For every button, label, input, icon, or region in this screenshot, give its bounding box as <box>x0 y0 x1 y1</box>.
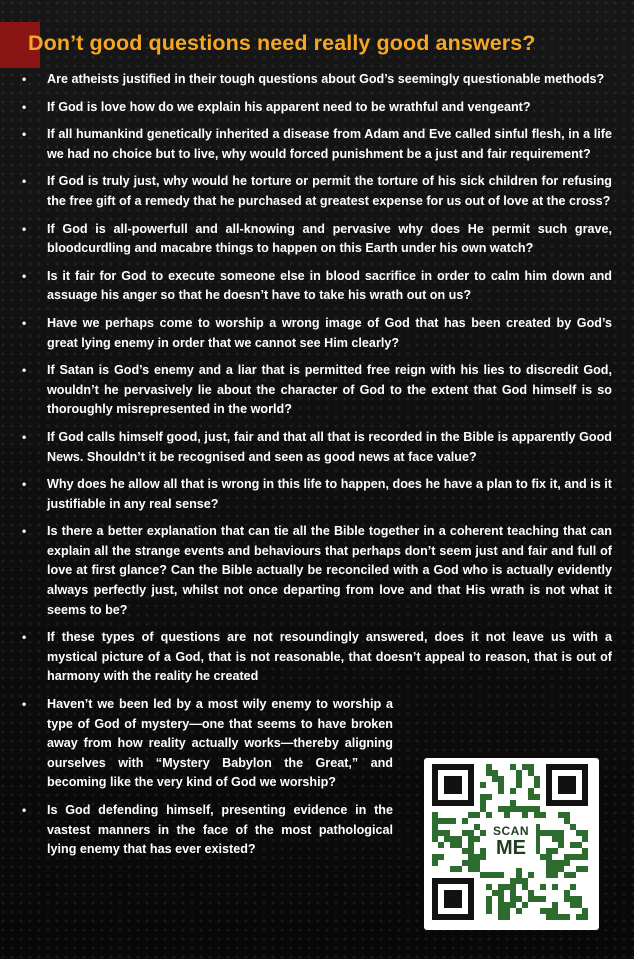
qr-module <box>516 776 522 782</box>
qr-module <box>498 902 504 908</box>
question-list <box>0 70 634 868</box>
qr-module <box>522 878 528 884</box>
qr-module <box>510 902 516 908</box>
qr-module <box>480 800 486 806</box>
qr-module <box>552 884 558 890</box>
question-text: If God is love how do we explain his apparent need to be wrathful and vengeant? <box>47 99 531 114</box>
question-text: If God is all-powerfull and all-knowing and pervasive why does He permit such grave, bloodcurdling and macabre things to happen on this Earth under his own watch? <box>47 221 612 256</box>
qr-module <box>474 812 480 818</box>
qr-module <box>540 896 546 902</box>
qr-module <box>432 854 438 860</box>
qr-module <box>504 914 510 920</box>
qr-module <box>474 866 480 872</box>
qr-module <box>570 896 576 902</box>
qr-module <box>546 854 552 860</box>
qr-module <box>432 824 438 830</box>
bullet-icon: • <box>22 524 27 539</box>
qr-module <box>540 884 546 890</box>
qr-module <box>468 848 474 854</box>
list-item <box>0 172 634 211</box>
qr-module <box>570 824 576 830</box>
qr-module <box>552 908 558 914</box>
qr-module <box>444 830 450 836</box>
qr-module <box>528 770 534 776</box>
qr-module <box>468 830 474 836</box>
qr-module <box>510 788 516 794</box>
qr-module <box>486 884 492 890</box>
qr-module <box>576 830 582 836</box>
qr-module <box>552 860 558 866</box>
question-text: If these types of questions are not resoundingly answered, does it not leave us with a mystical picture of a God, that is not reasonable, that doesn’t appeal to reason, that is out of harmony with the reality he created <box>47 630 612 684</box>
qr-module <box>546 848 552 854</box>
qr-module <box>498 782 504 788</box>
qr-module <box>510 800 516 806</box>
qr-module <box>498 776 504 782</box>
qr-module <box>450 836 456 842</box>
qr-module <box>564 818 570 824</box>
bullet-icon: • <box>22 477 27 492</box>
qr-module <box>516 770 522 776</box>
qr-module <box>504 806 510 812</box>
question-text: Why does he allow all that is wrong in this life to happen, does he have a plan to fix it, and is it justifiable in any real sense? <box>47 477 612 511</box>
bullet-icon: • <box>22 72 27 86</box>
bullet-icon: • <box>22 127 27 142</box>
bullet-icon: • <box>22 697 27 712</box>
qr-module <box>552 872 558 878</box>
qr-module <box>558 812 564 818</box>
qr-module <box>546 914 552 920</box>
qr-module <box>552 836 558 842</box>
qr-module <box>528 890 534 896</box>
qr-module <box>486 764 492 770</box>
qr-module <box>498 896 504 902</box>
qr-module <box>582 830 588 836</box>
qr-module <box>582 854 588 860</box>
qr-module <box>510 890 516 896</box>
qr-module <box>582 866 588 872</box>
me-text: ME <box>496 837 526 859</box>
list-item <box>0 220 634 259</box>
qr-module <box>558 866 564 872</box>
question-text: Is God defending himself, presenting evidence in the vastest manners in the face of the most pathological lying enemy that has ever existed? <box>47 803 393 857</box>
qr-module <box>498 914 504 920</box>
qr-module <box>570 902 576 908</box>
qr-module <box>576 914 582 920</box>
qr-module <box>492 890 498 896</box>
qr-module <box>462 818 468 824</box>
scan-me-label <box>486 818 536 868</box>
qr-module <box>498 788 504 794</box>
qr-module <box>480 872 486 878</box>
question-text: Are atheists justified in their tough questions about God’s seemingly questionable methods? <box>47 72 605 86</box>
qr-module <box>558 830 564 836</box>
qr-module <box>432 836 438 842</box>
qr-module <box>570 842 576 848</box>
qr-module <box>540 812 546 818</box>
qr-module <box>498 884 504 890</box>
qr-module <box>522 764 528 770</box>
qr-module <box>486 794 492 800</box>
qr-module <box>582 836 588 842</box>
qr-module <box>456 842 462 848</box>
qr-module <box>498 806 504 812</box>
qr-module <box>558 914 564 920</box>
question-text: Is there a better explanation that can tie all the Bible together in a coherent teaching that can explain all the strange events and behaviours that perhaps don’t seem just and fair and full of love at first glance? Can the Bible actually be reconciled with a God who is actually evidently always perfectly just, whilst not once departing from love and that His wrath is not what it seems to be? <box>47 524 612 617</box>
qr-module <box>516 878 522 884</box>
qr-module <box>528 764 534 770</box>
qr-module <box>552 914 558 920</box>
list-item <box>0 361 634 420</box>
list-item <box>0 125 634 164</box>
qr-module <box>486 902 492 908</box>
qr-module <box>570 872 576 878</box>
qr-module <box>534 794 540 800</box>
qr-module <box>480 782 486 788</box>
qr-module <box>462 848 468 854</box>
qr-finder-inner <box>444 890 462 908</box>
qr-module <box>522 806 528 812</box>
qr-module <box>564 854 570 860</box>
list-item <box>0 475 634 514</box>
qr-module <box>552 830 558 836</box>
bullet-icon: • <box>22 803 27 817</box>
qr-module <box>486 896 492 902</box>
qr-code[interactable] <box>424 758 599 930</box>
qr-module <box>450 818 456 824</box>
qr-module <box>510 806 516 812</box>
qr-module <box>546 866 552 872</box>
list-item <box>0 428 634 467</box>
qr-module <box>438 818 444 824</box>
qr-module <box>528 788 534 794</box>
qr-module <box>546 830 552 836</box>
list-item <box>0 70 634 90</box>
question-text: Haven’t we been led by a most wily enemy to worship a type of God of mystery—one that seems to have broken away from how reality actually works—thereby aligning ourselves with “Mystery Babylon the Great,” and becoming like the very kind of God we worship? <box>47 697 393 790</box>
qr-module <box>528 896 534 902</box>
qr-module <box>516 782 522 788</box>
qr-module <box>498 890 504 896</box>
qr-module <box>564 896 570 902</box>
bullet-icon: • <box>22 174 27 189</box>
bullet-icon: • <box>22 363 27 378</box>
list-item <box>0 98 634 118</box>
qr-module <box>570 854 576 860</box>
bullet-icon: • <box>22 429 27 444</box>
qr-module <box>504 902 510 908</box>
qr-module <box>438 854 444 860</box>
qr-module <box>546 872 552 878</box>
qr-module <box>480 794 486 800</box>
qr-module <box>468 842 474 848</box>
bullet-icon: • <box>22 630 27 645</box>
qr-module <box>462 860 468 866</box>
qr-module <box>546 908 552 914</box>
qr-module <box>456 866 462 872</box>
qr-module <box>564 860 570 866</box>
qr-module <box>480 806 486 812</box>
qr-module <box>564 872 570 878</box>
bullet-icon: • <box>22 221 27 236</box>
qr-module <box>534 896 540 902</box>
qr-module <box>492 770 498 776</box>
qr-module <box>432 818 438 824</box>
qr-module <box>558 860 564 866</box>
qr-module <box>582 848 588 854</box>
qr-module <box>576 902 582 908</box>
qr-module <box>486 770 492 776</box>
qr-module <box>582 914 588 920</box>
page-title: Don’t good questions need really good answers? <box>28 31 536 55</box>
qr-module <box>552 848 558 854</box>
qr-module <box>498 908 504 914</box>
qr-module <box>486 908 492 914</box>
qr-module <box>468 860 474 866</box>
qr-module <box>510 896 516 902</box>
qr-module <box>444 836 450 842</box>
question-text: If Satan is God’s enemy and a liar that is permitted free reign with his lies to discredit God, wouldn’t he pervasively lie about the character of God to the extent that God himself is so thoroughly misrepresented in the world? <box>47 363 612 417</box>
qr-module <box>564 812 570 818</box>
qr-module <box>576 854 582 860</box>
qr-module <box>438 830 444 836</box>
qr-module <box>474 836 480 842</box>
qr-module <box>522 884 528 890</box>
question-text: If all humankind genetically inherited a disease from Adam and Eve called sinful flesh, in a life we had no choice but to live, why would forced punishment be a just and fair requirement? <box>47 127 612 161</box>
qr-module <box>564 914 570 920</box>
list-item <box>0 628 634 687</box>
qr-module <box>534 782 540 788</box>
qr-module <box>504 884 510 890</box>
qr-module <box>504 908 510 914</box>
qr-module <box>468 812 474 818</box>
qr-module <box>510 884 516 890</box>
qr-module <box>498 872 504 878</box>
qr-module <box>528 806 534 812</box>
qr-module <box>456 836 462 842</box>
qr-module <box>546 860 552 866</box>
qr-module <box>576 896 582 902</box>
qr-module <box>468 866 474 872</box>
qr-module <box>558 842 564 848</box>
qr-module <box>510 764 516 770</box>
qr-module <box>450 866 456 872</box>
qr-module <box>522 902 528 908</box>
qr-module <box>516 896 522 902</box>
bullet-icon: • <box>22 315 27 330</box>
qr-module <box>516 908 522 914</box>
question-text: If God calls himself good, just, fair and that all that is recorded in the Bible is apparently Good News. Shouldn’t it be recognised and seen as good news at face value? <box>47 429 612 464</box>
qr-module <box>438 842 444 848</box>
qr-module <box>492 872 498 878</box>
question-text: If God is truly just, why would he torture or permit the torture of his sick children for refusing the free gift of a remedy that he purchased at greatest expense for us out of love at the cross? <box>47 174 612 208</box>
qr-module <box>432 830 438 836</box>
question-text: Have we perhaps come to worship a wrong image of God that has been created by God’s great lying enemy in order that we cannot see Him clearly? <box>47 315 612 350</box>
qr-module <box>510 878 516 884</box>
qr-finder-inner <box>558 776 576 794</box>
qr-module <box>576 842 582 848</box>
qr-module <box>540 908 546 914</box>
scan-text: SCAN <box>492 824 529 838</box>
qr-module <box>450 842 456 848</box>
qr-module <box>486 872 492 878</box>
qr-module <box>576 866 582 872</box>
qr-module <box>432 860 438 866</box>
qr-module <box>540 854 546 860</box>
qr-module <box>516 872 522 878</box>
qr-module <box>582 908 588 914</box>
qr-module <box>492 776 498 782</box>
list-item <box>0 314 634 353</box>
qr-module <box>474 860 480 866</box>
qr-module <box>528 794 534 800</box>
qr-module <box>516 806 522 812</box>
list-item <box>0 267 634 306</box>
qr-module <box>540 830 546 836</box>
qr-module <box>462 830 468 836</box>
qr-module <box>558 836 564 842</box>
qr-module <box>432 812 438 818</box>
qr-module <box>444 818 450 824</box>
question-text: Is it fair for God to execute someone else in blood sacrifice in order to calm him down and assuage his anger so that he doesn’t have to take his wrath out on us? <box>47 268 612 303</box>
list-item <box>0 522 634 620</box>
qr-module <box>468 836 474 842</box>
qr-module <box>552 866 558 872</box>
qr-module <box>552 902 558 908</box>
qr-module <box>468 854 474 860</box>
qr-finder-inner <box>444 776 462 794</box>
qr-module <box>474 854 480 860</box>
qr-module <box>534 806 540 812</box>
bullet-icon: • <box>22 99 27 114</box>
qr-module <box>528 872 534 878</box>
qr-module <box>570 884 576 890</box>
qr-module <box>564 890 570 896</box>
qr-module <box>534 776 540 782</box>
bullet-icon: • <box>22 268 27 283</box>
qr-module <box>474 824 480 830</box>
